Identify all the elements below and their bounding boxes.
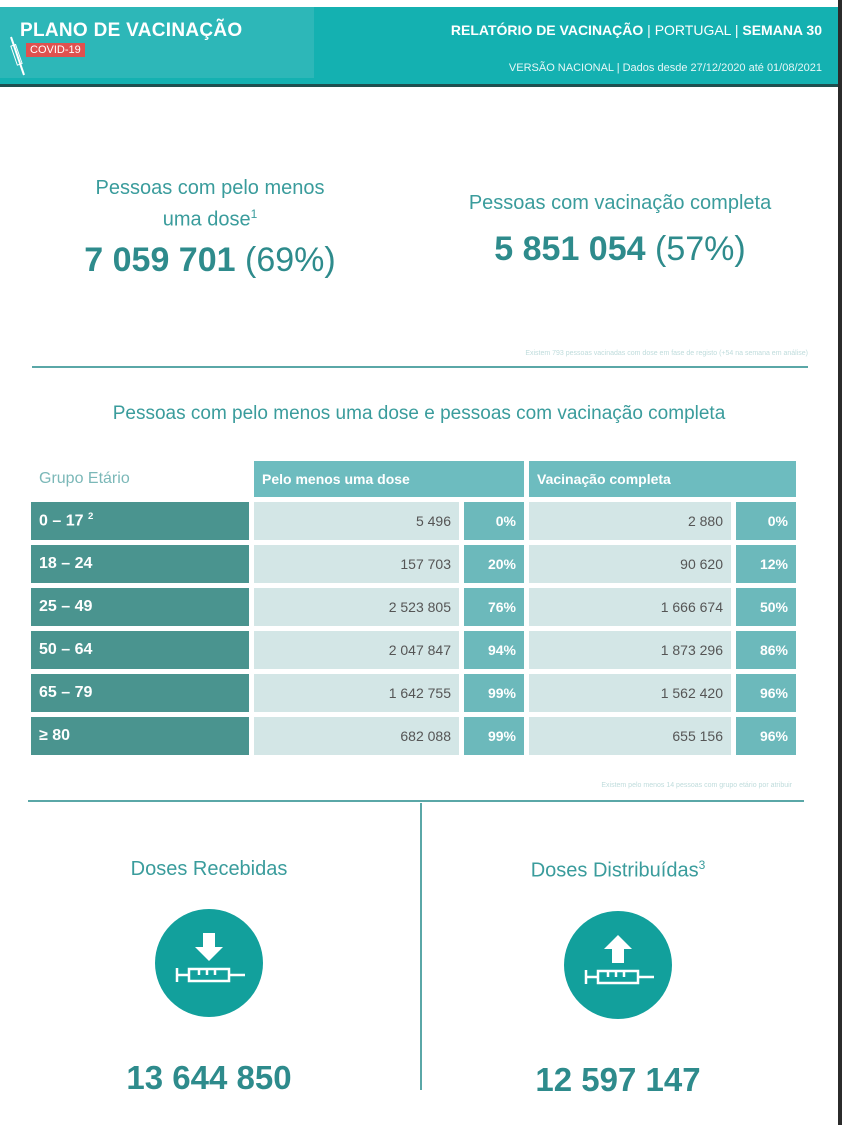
country: PORTUGAL bbox=[654, 22, 731, 38]
one-dose-percent: 94% bbox=[464, 631, 524, 669]
footnote-ref: 2 bbox=[87, 511, 94, 523]
report-title: RELATÓRIO DE VACINAÇÃO | PORTUGAL | SEMANA 30 bbox=[450, 22, 822, 38]
arrow-up-syringe-icon bbox=[564, 911, 672, 1019]
table-row bbox=[31, 717, 796, 755]
complete-percent: 12% bbox=[736, 545, 796, 583]
table-row bbox=[31, 545, 796, 583]
doses-received bbox=[59, 858, 359, 1097]
kpi-number: 5 851 054 bbox=[494, 230, 646, 268]
kpi-value bbox=[440, 230, 800, 269]
kpi-value bbox=[50, 241, 370, 280]
kpi-label bbox=[50, 201, 370, 233]
report-version: VERSÃO NACIONAL | Dados desde 27/12/2020 até 01/08/2021 bbox=[508, 62, 822, 74]
kpi-number: 7 059 701 bbox=[84, 240, 236, 279]
registration-note: Existem 793 pessoas vacinadas com dose em fase de registo (+54 na semana em análise) bbox=[525, 350, 808, 357]
age-group-label: 0 – 17 bbox=[39, 512, 84, 530]
report-name: RELATÓRIO DE VACINAÇÃO bbox=[450, 22, 644, 38]
divider bbox=[32, 366, 808, 368]
divider bbox=[28, 800, 804, 802]
age-group bbox=[31, 631, 249, 669]
logo-title: PLANO DE VACINAÇÃO bbox=[20, 20, 243, 41]
age-group-label: 50 – 64 bbox=[39, 641, 93, 658]
col-header-complete: Vacinação completa bbox=[529, 461, 796, 497]
age-group bbox=[31, 674, 249, 712]
age-group bbox=[31, 717, 249, 755]
age-group-note: Existem pelo menos 14 pessoas com grupo etário por atribuir bbox=[601, 782, 792, 789]
doses-value: 13 644 850 bbox=[126, 1059, 292, 1096]
kpi-percent: (69%) bbox=[245, 240, 336, 279]
one-dose-percent: 0% bbox=[464, 502, 524, 540]
table-row bbox=[31, 502, 796, 540]
one-dose-count: 157 703 bbox=[254, 545, 459, 583]
age-group bbox=[31, 588, 249, 626]
age-group bbox=[31, 545, 249, 583]
vertical-divider bbox=[420, 803, 422, 1090]
kpi-one-dose bbox=[50, 175, 370, 280]
complete-percent: 86% bbox=[736, 631, 796, 669]
table-row bbox=[31, 674, 796, 712]
complete-count: 1 562 420 bbox=[529, 674, 731, 712]
doses-label bbox=[468, 858, 768, 883]
footnote-ref: 3 bbox=[698, 858, 706, 872]
footnote-ref: 1 bbox=[250, 207, 258, 221]
doses-label-text: Doses Distribuídas bbox=[530, 859, 699, 882]
report-header bbox=[0, 7, 838, 87]
kpi-percent: (57%) bbox=[655, 230, 746, 268]
arrow-down-syringe-icon bbox=[155, 909, 263, 1017]
one-dose-count: 2 047 847 bbox=[254, 631, 459, 669]
table-row bbox=[31, 588, 796, 626]
age-group-table bbox=[26, 456, 801, 760]
one-dose-count: 682 088 bbox=[254, 717, 459, 755]
complete-count: 1 666 674 bbox=[529, 588, 731, 626]
logo-badge: COVID-19 bbox=[26, 43, 85, 57]
doses-value: 12 597 147 bbox=[535, 1060, 701, 1098]
one-dose-percent: 99% bbox=[464, 674, 524, 712]
one-dose-percent: 20% bbox=[464, 545, 524, 583]
one-dose-count: 1 642 755 bbox=[254, 674, 459, 712]
doses-distributed bbox=[468, 858, 768, 1099]
complete-count: 90 620 bbox=[529, 545, 731, 583]
one-dose-percent: 99% bbox=[464, 717, 524, 755]
kpi-label: Pessoas com pelo menos bbox=[95, 177, 325, 199]
age-group-label: 65 – 79 bbox=[39, 684, 93, 701]
kpi-label: Pessoas com vacinação completa bbox=[468, 192, 772, 214]
one-dose-percent: 76% bbox=[464, 588, 524, 626]
kpi-complete bbox=[440, 190, 800, 269]
one-dose-count: 2 523 805 bbox=[254, 588, 459, 626]
complete-count: 2 880 bbox=[529, 502, 731, 540]
table-row bbox=[31, 631, 796, 669]
complete-count: 655 156 bbox=[529, 717, 731, 755]
complete-percent: 50% bbox=[736, 588, 796, 626]
age-group bbox=[31, 502, 249, 540]
week: SEMANA 30 bbox=[742, 22, 822, 38]
table-title: Pessoas com pelo menos uma dose e pessoas com vacinação completa bbox=[112, 403, 726, 424]
col-header-one-dose: Pelo menos uma dose bbox=[254, 461, 524, 497]
doses-label: Doses Recebidas bbox=[130, 858, 288, 880]
complete-percent: 96% bbox=[736, 674, 796, 712]
one-dose-count: 5 496 bbox=[254, 502, 459, 540]
kpi-label-text: uma dose bbox=[162, 208, 251, 231]
complete-percent: 0% bbox=[736, 502, 796, 540]
age-group-label: 18 – 24 bbox=[39, 555, 93, 572]
col-header-group: Grupo Etário bbox=[31, 461, 249, 497]
complete-percent: 96% bbox=[736, 717, 796, 755]
complete-count: 1 873 296 bbox=[529, 631, 731, 669]
age-group-label: 25 – 49 bbox=[39, 598, 93, 615]
logo bbox=[0, 7, 314, 78]
age-group-label: ≥ 80 bbox=[39, 727, 71, 744]
